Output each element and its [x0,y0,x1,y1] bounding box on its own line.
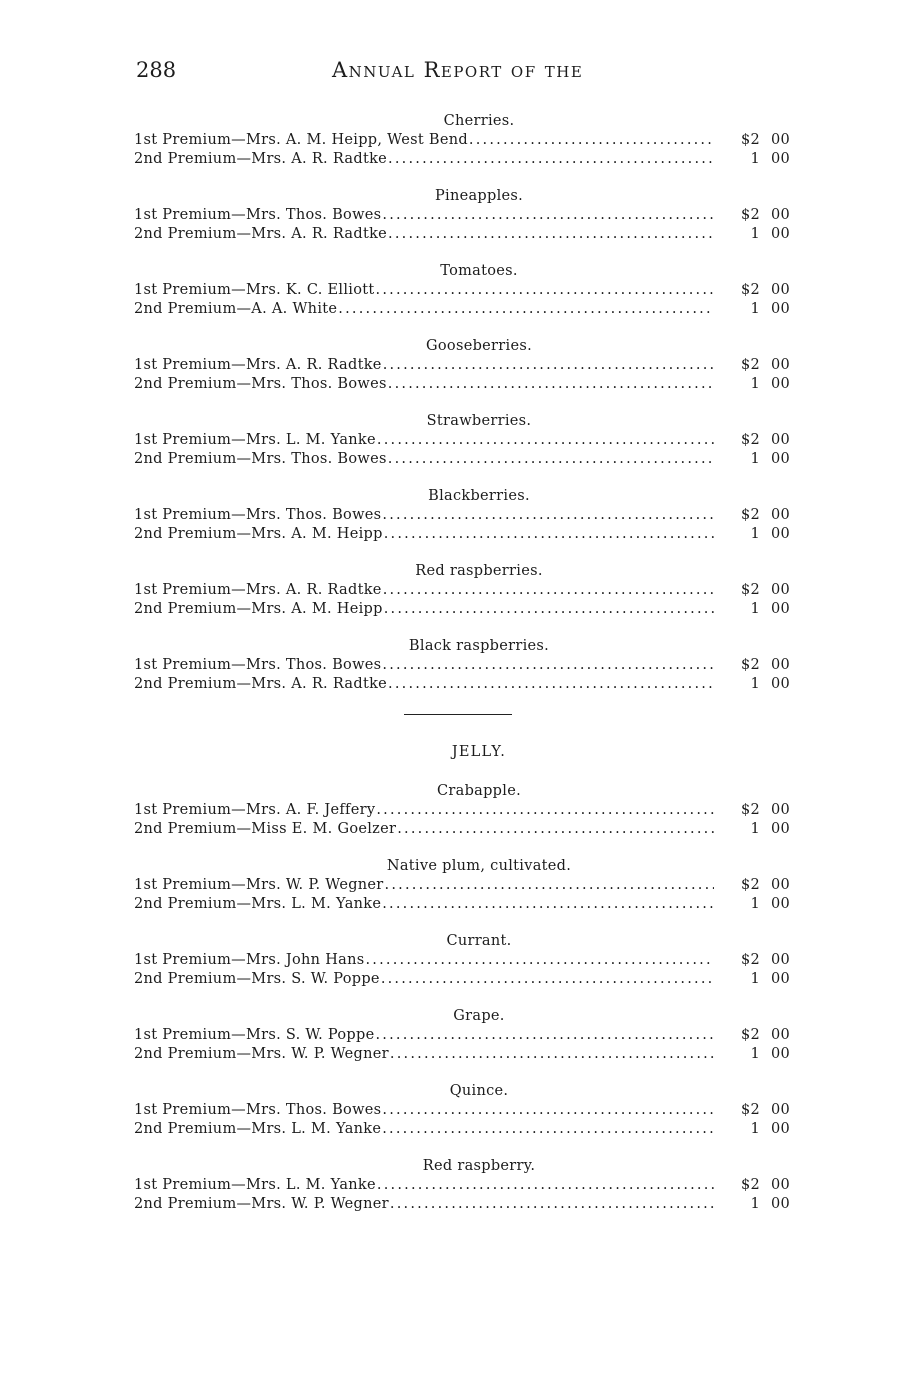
premium-entry [134,656,714,675]
dot-leader [382,895,714,914]
category-heading: Black raspberries. [408,638,550,654]
category-heading: Blackberries. [428,488,530,504]
premium-list [134,112,790,1232]
amount-dollars: $2 [740,432,760,448]
dot-leader [385,876,714,895]
amount-dollars: $2 [740,357,760,373]
dot-leader [388,150,714,169]
premium-amount [714,525,790,544]
amount-dollars: $2 [740,802,760,818]
premium-category [134,337,790,394]
dot-leader [382,656,714,675]
premium-entry [134,375,714,394]
amount-dollars: $2 [740,1177,760,1193]
premium-category [134,1157,790,1214]
premium-row [134,1026,790,1045]
premium-category [134,932,790,989]
winner-text: 1st Premium—Mrs. Thos. Bowes [134,657,382,673]
winner-text: 1st Premium—Mrs. W. P. Wegner [134,877,384,893]
premium-row [134,801,790,820]
amount-dollars: $2 [740,207,760,223]
premium-amount [714,450,790,469]
winner-text: 2nd Premium—Miss E. M. Goelzer [134,821,397,837]
section-divider [404,714,512,715]
premium-entry [134,225,714,244]
amount-cents: 00 [770,151,790,167]
dot-leader [383,581,714,600]
premium-entry [134,895,714,914]
premium-entry [134,820,714,839]
amount-dollars: 1 [750,821,760,837]
winner-text: 2nd Premium—Mrs. L. M. Yanke [134,896,382,912]
premium-amount [714,1101,790,1120]
winner-text: 1st Premium—Mrs. K. C. Elliott [134,282,375,298]
amount-cents: 00 [770,877,790,893]
winner-text: 1st Premium—Mrs. L. M. Yanke [134,432,376,448]
amount-dollars: $2 [740,582,760,598]
winner-text: 2nd Premium—Mrs. W. P. Wegner [134,1196,389,1212]
premium-row [134,656,790,675]
premium-category [134,487,790,544]
category-heading: Red raspberry. [422,1158,536,1174]
winner-text: 2nd Premium—Mrs. A. R. Radtke [134,676,388,692]
premium-row [134,970,790,989]
premium-amount [714,206,790,225]
premium-entry [134,801,714,820]
premium-row [134,895,790,914]
premium-entry [134,1045,714,1064]
premium-row [134,675,790,694]
amount-dollars: 1 [750,971,760,987]
amount-cents: 00 [770,1121,790,1137]
premium-category [134,187,790,244]
category-heading: Pineapples. [434,188,524,204]
premium-row [134,300,790,319]
amount-cents: 00 [770,582,790,598]
dot-leader [377,431,714,450]
premium-row [134,600,790,619]
premium-row [134,206,790,225]
premium-row [134,450,790,469]
amount-cents: 00 [770,132,790,148]
amount-dollars: $2 [740,657,760,673]
premium-row [134,131,790,150]
category-heading: Red raspberries. [415,563,543,579]
amount-cents: 00 [770,301,790,317]
premium-entry [134,1176,714,1195]
winner-text: 2nd Premium—Mrs. S. W. Poppe [134,971,380,987]
premium-entry [134,876,714,895]
amount-cents: 00 [770,376,790,392]
premium-entry [134,450,714,469]
amount-cents: 00 [770,601,790,617]
premium-row [134,225,790,244]
premium-entry [134,1120,714,1139]
premium-amount [714,600,790,619]
dot-leader [388,375,714,394]
premium-row [134,1045,790,1064]
winner-text: 2nd Premium—Mrs. W. P. Wegner [134,1046,389,1062]
premium-entry [134,300,714,319]
premium-category [134,412,790,469]
dot-leader [388,450,714,469]
dot-leader [384,600,714,619]
premium-amount [714,300,790,319]
amount-cents: 00 [770,896,790,912]
amount-cents: 00 [770,1102,790,1118]
category-heading: Tomatoes. [440,263,518,279]
running-head: Annual Report of the [332,58,584,82]
premium-row [134,1120,790,1139]
amount-dollars: 1 [750,601,760,617]
amount-dollars: 1 [750,676,760,692]
winner-text: 1st Premium—Mrs. L. M. Yanke [134,1177,376,1193]
amount-cents: 00 [770,226,790,242]
amount-cents: 00 [770,971,790,987]
amount-dollars: 1 [750,151,760,167]
premium-amount [714,1045,790,1064]
category-heading: Gooseberries. [426,338,532,354]
premium-category [134,1082,790,1139]
premium-amount [714,951,790,970]
premium-entry [134,150,714,169]
winner-text: 2nd Premium—Mrs. Thos. Bowes [134,376,387,392]
premium-entry [134,675,714,694]
amount-cents: 00 [770,676,790,692]
premium-category [134,782,790,839]
category-heading: Strawberries. [426,413,532,429]
amount-dollars: $2 [740,952,760,968]
amount-dollars: 1 [750,1046,760,1062]
premium-amount [714,281,790,300]
amount-cents: 00 [770,657,790,673]
premium-amount [714,1120,790,1139]
premium-amount [714,1176,790,1195]
dot-leader [469,131,714,150]
dot-leader [388,675,714,694]
premium-amount [714,131,790,150]
premium-row [134,150,790,169]
premium-entry [134,525,714,544]
premium-entry [134,506,714,525]
premium-amount [714,375,790,394]
dot-leader [376,801,714,820]
premium-amount [714,150,790,169]
premium-entry [134,131,714,150]
dot-leader [382,506,714,525]
amount-dollars: $2 [740,877,760,893]
premium-amount [714,1026,790,1045]
category-heading: Quince. [449,1083,509,1099]
winner-text: 2nd Premium—Mrs. Thos. Bowes [134,451,387,467]
page-number: 288 [136,58,177,82]
premium-row [134,375,790,394]
premium-amount [714,431,790,450]
premium-amount [714,895,790,914]
premium-row [134,431,790,450]
category-heading: Crabapple. [437,783,521,799]
premium-amount [714,970,790,989]
dot-leader [375,1026,714,1045]
premium-category [134,262,790,319]
amount-cents: 00 [770,526,790,542]
amount-dollars: 1 [750,526,760,542]
amount-cents: 00 [770,1046,790,1062]
amount-cents: 00 [770,821,790,837]
premium-category [134,857,790,914]
premium-entry [134,581,714,600]
jelly-premiums [134,782,790,1214]
winner-text: 1st Premium—Mrs. S. W. Poppe [134,1027,375,1043]
winner-text: 2nd Premium—Mrs. A. M. Heipp [134,526,383,542]
jelly-section-title: JELLY. [451,744,507,760]
premium-category [134,637,790,694]
dot-leader [365,951,714,970]
premium-entry [134,1195,714,1214]
premium-entry [134,951,714,970]
amount-dollars: $2 [740,507,760,523]
dot-leader [377,1176,714,1195]
amount-cents: 00 [770,1177,790,1193]
premium-entry [134,356,714,375]
winner-text: 2nd Premium—A. A. White [134,301,338,317]
premium-row [134,581,790,600]
winner-text: 1st Premium—Mrs. A. R. Radtke [134,357,382,373]
winner-text: 1st Premium—Mrs. Thos. Bowes [134,507,382,523]
dot-leader [383,356,714,375]
category-heading: Currant. [446,933,512,949]
premium-category [134,1007,790,1064]
dot-leader [382,206,714,225]
premium-amount [714,1195,790,1214]
amount-dollars: 1 [750,301,760,317]
premium-amount [714,820,790,839]
dot-leader [382,1101,714,1120]
winner-text: 2nd Premium—Mrs. A. R. Radtke [134,226,388,242]
winner-text: 2nd Premium—Mrs. L. M. Yanke [134,1121,382,1137]
premium-row [134,525,790,544]
amount-cents: 00 [770,952,790,968]
amount-dollars: 1 [750,226,760,242]
dot-leader [384,525,714,544]
amount-cents: 00 [770,357,790,373]
premium-row [134,876,790,895]
premium-entry [134,431,714,450]
winner-text: 1st Premium—Mrs. A. M. Heipp, West Bend [134,132,468,148]
amount-dollars: $2 [740,1027,760,1043]
amount-dollars: 1 [750,896,760,912]
category-heading: Grape. [453,1008,505,1024]
dot-leader [382,1120,714,1139]
premium-amount [714,581,790,600]
amount-cents: 00 [770,282,790,298]
amount-cents: 00 [770,1196,790,1212]
premium-row [134,506,790,525]
amount-cents: 00 [770,507,790,523]
winner-text: 1st Premium—Mrs. Thos. Bowes [134,207,382,223]
amount-dollars: $2 [740,1102,760,1118]
winner-text: 1st Premium—Mrs. Thos. Bowes [134,1102,382,1118]
premium-entry [134,600,714,619]
premium-amount [714,225,790,244]
amount-cents: 00 [770,451,790,467]
premium-amount [714,656,790,675]
amount-dollars: $2 [740,132,760,148]
category-heading: Cherries. [443,113,515,129]
premium-entry [134,281,714,300]
winner-text: 1st Premium—Mrs. John Hans [134,952,365,968]
amount-cents: 00 [770,207,790,223]
dot-leader [381,970,714,989]
premium-amount [714,356,790,375]
premium-amount [714,801,790,820]
winner-text: 1st Premium—Mrs. A. F. Jeffery [134,802,376,818]
dot-leader [338,300,714,319]
amount-cents: 00 [770,432,790,448]
dot-leader [390,1195,714,1214]
premium-entry [134,206,714,225]
premium-entry [134,970,714,989]
winner-text: 2nd Premium—Mrs. A. M. Heipp [134,601,383,617]
premium-entry [134,1026,714,1045]
winner-text: 2nd Premium—Mrs. A. R. Radtke [134,151,388,167]
amount-dollars: 1 [750,1121,760,1137]
amount-cents: 00 [770,1027,790,1043]
premium-entry [134,1101,714,1120]
amount-dollars: 1 [750,376,760,392]
premium-row [134,1101,790,1120]
winner-text: 1st Premium—Mrs. A. R. Radtke [134,582,382,598]
dot-leader [397,820,714,839]
amount-dollars: 1 [750,1196,760,1212]
premium-row [134,820,790,839]
premium-row [134,951,790,970]
premium-amount [714,876,790,895]
premium-amount [714,506,790,525]
dot-leader [390,1045,714,1064]
fruit-premiums [134,112,790,694]
premium-amount [714,675,790,694]
premium-category [134,562,790,619]
premium-row [134,1176,790,1195]
category-heading: Native plum, cultivated. [386,858,572,874]
dot-leader [388,225,714,244]
dot-leader [376,281,714,300]
amount-dollars: 1 [750,451,760,467]
premium-row [134,1195,790,1214]
amount-dollars: $2 [740,282,760,298]
premium-category [134,112,790,169]
amount-cents: 00 [770,802,790,818]
premium-row [134,356,790,375]
premium-row [134,281,790,300]
